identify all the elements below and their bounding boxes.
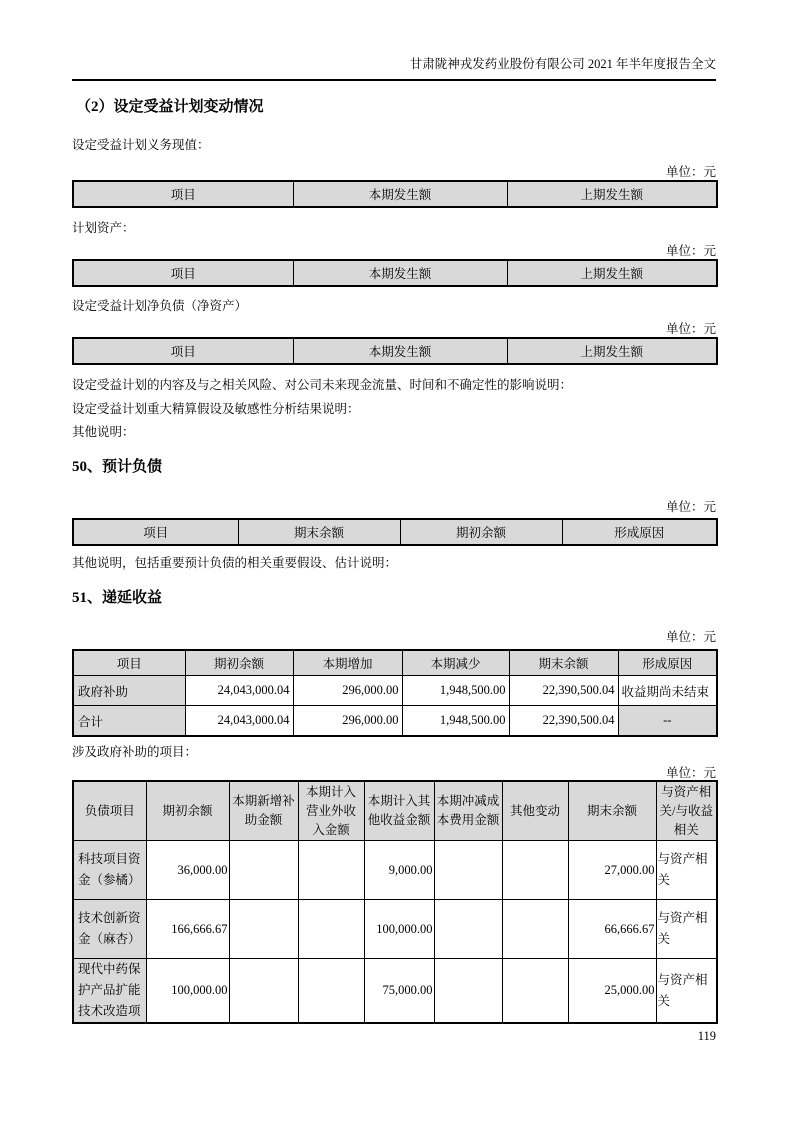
- cell-new-subsidy: [229, 841, 298, 900]
- plan-assets-table: [72, 259, 718, 287]
- cell-other-changes: [502, 900, 568, 959]
- cell-closing-balance: 22,390,500.04: [509, 676, 618, 706]
- column-header: 本期增加: [293, 650, 402, 676]
- column-header: 本期发生额: [293, 338, 507, 364]
- unit-label: 单位：元: [665, 766, 716, 780]
- table-header-row: [73, 181, 717, 207]
- column-header: 上期发生额: [507, 181, 717, 207]
- cell-closing-balance: 25,000.00: [568, 959, 656, 1024]
- column-header: 项目: [73, 519, 238, 545]
- unit-label: 单位：元: [665, 500, 716, 514]
- column-header: 期末余额: [509, 650, 618, 676]
- deferred-income-table: [72, 649, 718, 737]
- government-subsidy-table: [72, 780, 718, 1024]
- unit-label: 单位：元: [665, 244, 716, 258]
- cell-opening-balance: 166,666.67: [146, 900, 229, 959]
- net-liability-table: [72, 337, 718, 365]
- benefit-plan-heading: （2）设定受益计划变动情况: [76, 99, 264, 115]
- benefit-plan-note: 其他说明：: [72, 425, 135, 439]
- column-header: 项目: [73, 181, 293, 207]
- cell-reason: --: [618, 706, 717, 737]
- cell-asset-related: 与资产相关: [656, 959, 717, 1024]
- cell-non-operating-income: [298, 900, 364, 959]
- benefit-plan-note: 设定受益计划的内容及与之相关风险、对公司未来现金流量、时间和不确定性的影响说明：: [72, 378, 573, 392]
- benefit-plan-note: 设定受益计划重大精算假设及敏感性分析结果说明：: [72, 402, 360, 416]
- page-number: 119: [697, 1029, 716, 1043]
- column-header: 本期计入其他收益金额: [364, 781, 434, 841]
- present-value-label: 设定受益计划义务现值：: [72, 138, 210, 152]
- column-header: 项目: [73, 338, 293, 364]
- table-row: [73, 706, 717, 737]
- table-header-row: [73, 260, 717, 286]
- cell-liability-item: 科技项目资金（参橘）: [73, 841, 146, 900]
- column-header: 形成原因: [618, 650, 717, 676]
- column-header: 期末余额: [238, 519, 400, 545]
- column-header: 本期计入营业外收入金额: [298, 781, 364, 841]
- column-header: 期初余额: [400, 519, 562, 545]
- table-header-row: [73, 781, 717, 841]
- table-row: [73, 900, 717, 959]
- cell-opening-balance: 24,043,000.04: [185, 676, 293, 706]
- table-row: [73, 676, 717, 706]
- cell-asset-related: 与资产相关: [656, 841, 717, 900]
- cell-closing-balance: 27,000.00: [568, 841, 656, 900]
- provisions-heading: 50、预计负债: [72, 459, 163, 475]
- net-liability-label: 设定受益计划净负债（净资产）: [72, 299, 248, 313]
- column-header: 本期减少: [402, 650, 509, 676]
- cell-cost-offset: [434, 959, 502, 1024]
- cell-other-income: 100,000.00: [364, 900, 434, 959]
- cell-new-subsidy: [229, 959, 298, 1024]
- cell-opening-balance: 100,000.00: [146, 959, 229, 1024]
- column-header: 本期发生额: [293, 181, 507, 207]
- cell-other-income: 9,000.00: [364, 841, 434, 900]
- unit-label: 单位：元: [665, 630, 716, 644]
- cell-closing-balance: 66,666.67: [568, 900, 656, 959]
- column-header: 本期新增补助金额: [229, 781, 298, 841]
- cell-item: 政府补助: [73, 676, 185, 706]
- column-header: 期初余额: [146, 781, 229, 841]
- column-header: 本期冲减成本费用金额: [434, 781, 502, 841]
- cell-non-operating-income: [298, 959, 364, 1024]
- cell-item: 合计: [73, 706, 185, 737]
- cell-increase: 296,000.00: [293, 676, 402, 706]
- cell-other-changes: [502, 959, 568, 1024]
- cell-increase: 296,000.00: [293, 706, 402, 737]
- column-header: 本期发生额: [293, 260, 507, 286]
- cell-decrease: 1,948,500.00: [402, 676, 509, 706]
- cell-new-subsidy: [229, 900, 298, 959]
- cell-closing-balance: 22,390,500.04: [509, 706, 618, 737]
- table-row: [73, 959, 717, 1024]
- cell-other-changes: [502, 841, 568, 900]
- unit-label: 单位：元: [665, 165, 716, 179]
- deferred-income-heading: 51、递延收益: [72, 590, 163, 606]
- column-header: 上期发生额: [507, 260, 717, 286]
- cell-asset-related: 与资产相关: [656, 900, 717, 959]
- column-header: 项目: [73, 650, 185, 676]
- header-divider: [72, 79, 716, 81]
- column-header: 上期发生额: [507, 338, 717, 364]
- benefit-obligation-table: [72, 180, 718, 208]
- cell-cost-offset: [434, 900, 502, 959]
- column-header: 其他变动: [502, 781, 568, 841]
- column-header: 期末余额: [568, 781, 656, 841]
- column-header: 与资产相关/与收益相关: [656, 781, 717, 841]
- cell-opening-balance: 36,000.00: [146, 841, 229, 900]
- column-header: 负债项目: [73, 781, 146, 841]
- unit-label: 单位：元: [665, 322, 716, 336]
- subsidy-intro-label: 涉及政府补助的项目：: [72, 745, 198, 759]
- column-header: 期初余额: [185, 650, 293, 676]
- table-header-row: [73, 650, 717, 676]
- cell-liability-item: 技术创新资金（麻杏）: [73, 900, 146, 959]
- cell-cost-offset: [434, 841, 502, 900]
- table-row: [73, 841, 717, 900]
- table-header-row: [73, 338, 717, 364]
- cell-decrease: 1,948,500.00: [402, 706, 509, 737]
- column-header: 项目: [73, 260, 293, 286]
- table-header-row: [73, 519, 717, 545]
- cell-opening-balance: 24,043,000.04: [185, 706, 293, 737]
- column-header: 形成原因: [562, 519, 717, 545]
- cell-reason: 收益期尚未结束: [618, 676, 717, 706]
- cell-other-income: 75,000.00: [364, 959, 434, 1024]
- report-header-title: 甘肃陇神戎发药业股份有限公司 2021 年半年度报告全文: [409, 57, 716, 71]
- cell-liability-item: 现代中药保护产品扩能技术改造项: [73, 959, 146, 1024]
- plan-assets-label: 计划资产：: [72, 221, 135, 235]
- provisions-note: 其他说明，包括重要预计负债的相关重要假设、估计说明：: [72, 556, 398, 570]
- cell-non-operating-income: [298, 841, 364, 900]
- provisions-table: [72, 518, 718, 546]
